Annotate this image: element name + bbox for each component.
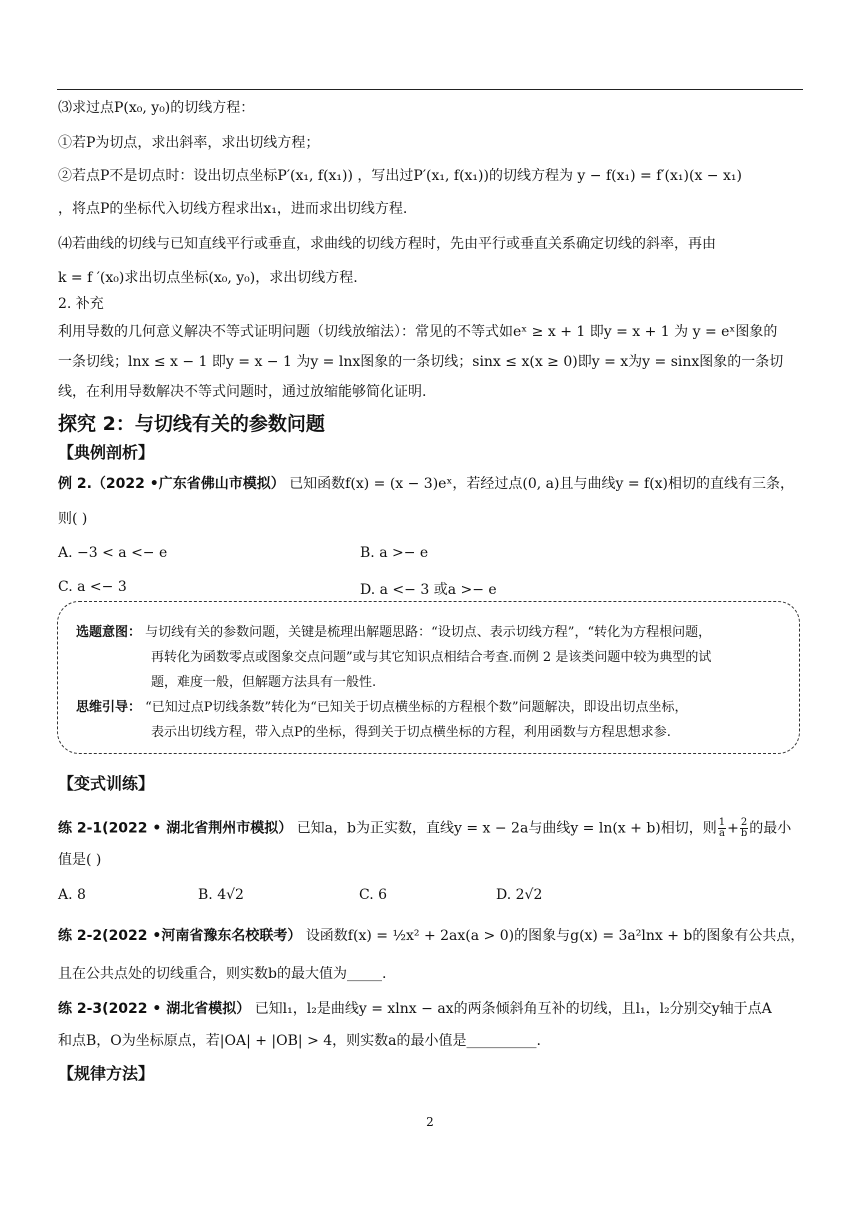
example-text-2: 则( ): [58, 511, 88, 527]
text-line: 线，在利用导数解决不等式问题时，通过放缩能够简化证明.: [58, 384, 427, 400]
exercise-label: 练 2-2(2022 •河南省豫东名校联考）: [58, 928, 302, 944]
box-line: [76, 621, 711, 640]
exercise-text-2: 值是( ): [58, 852, 102, 868]
text-line: ①若P为切点，求出斜率，求出切线方程；: [58, 135, 320, 151]
option-a: A. −3 < a <− e: [58, 545, 168, 561]
fraction-den: a: [718, 828, 725, 839]
option-d: D. 2√2: [496, 887, 543, 903]
fraction: [718, 818, 726, 839]
variant-heading: 【变式训练】: [58, 774, 155, 793]
text-line: ⑷若曲线的切线与已知直线平行或垂直，求曲线的切线方程时，先由平行或垂直关系确定切线的斜率，再由: [58, 236, 716, 252]
example-text: 已知函数f(x) = (x − 3)eˣ，若经过点(0, a)且与曲线y = f(x)相切的直线有三条，: [289, 476, 795, 492]
example-2-question: [58, 476, 794, 493]
fraction-num: 2: [740, 817, 748, 828]
option-d: D. a <− 3 或a >− e: [360, 582, 497, 598]
example-label: 例 2.（2022 •广东省佛山市模拟）: [58, 476, 285, 492]
exercise-label: 练 2-1(2022 • 湖北省荆州市模拟）: [58, 820, 293, 837]
text-line: ，将点P的坐标代入切线方程求出x₁，进而求出切线方程.: [58, 201, 408, 217]
header-rule: [57, 89, 803, 90]
text-line: 利用导数的几何意义解决不等式证明问题（切线放缩法）：常见的不等式如eˣ ≥ x + 1 即y = x + 1 为 y = eˣ图象的: [58, 324, 778, 340]
exercise-text-2: 且在公共点处的切线重合，则实数b的最大值为_____.: [58, 966, 387, 982]
exercise-text: 已知l₁，l₂是曲线y = xlnx − ax的两条倾斜角互补的切线，且l₁，l₂分别交y轴于点A: [254, 1001, 772, 1017]
example-heading: 【典例剖析】: [58, 443, 155, 462]
exercise-2-1: [58, 818, 791, 839]
box-line: [76, 696, 688, 715]
exercise-2-3: [58, 1001, 772, 1018]
exercise-text: 已知a，b为正实数，直线y = x − 2a与曲线y = ln(x + b)相切，则: [296, 820, 717, 837]
fraction-num: 1: [718, 817, 726, 828]
exercise-label: 练 2-3(2022 • 湖北省模拟）: [58, 1001, 251, 1017]
exercise-2-2: [58, 928, 804, 945]
box-label-intent: 选题意图：: [76, 625, 142, 640]
option-b: B. a >− e: [360, 545, 429, 561]
box-text: 再转化为函数零点或图象交点问题”或与其它知识点相结合考查.而例 2 是该类问题中较为典型的试: [151, 650, 712, 665]
option-c: C. a <− 3: [58, 579, 127, 595]
box-text: 题，难度一般，但解题方法具有一般性.: [151, 675, 377, 690]
fraction: [740, 818, 748, 839]
text-line: 一条切线；lnx ≤ x − 1 即y = x − 1 为y = lnx图象的一条切线；sinx ≤ x(x ≥ 0)即y = x为y = sinx图象的一条切: [58, 354, 784, 370]
fraction-den: b: [740, 828, 748, 839]
option-b: B. 4√2: [198, 887, 244, 903]
page-number: 2: [426, 1115, 434, 1129]
plus-sign: +: [727, 820, 739, 837]
section-title: 探究 2：与切线有关的参数问题: [58, 413, 325, 435]
rule-heading: 【规律方法】: [58, 1064, 155, 1083]
option-c: C. 6: [359, 887, 388, 903]
box-text: 与切线有关的参数问题，关键是梳理出解题思路：“设切点、表示切线方程”，“转化为方程根问题，: [145, 625, 712, 640]
text-line: k = f ′(x₀)求出切点坐标(x₀, y₀)，求出切线方程.: [58, 270, 358, 286]
box-label-guide: 思维引导：: [76, 700, 142, 715]
text-line: ②若点P不是切点时：设出切点坐标P′(x₁, f(x₁)) ，写出过P′(x₁, f(x₁))的切线方程为 y − f(x₁) = f′(x₁)(x − x₁): [58, 168, 742, 184]
box-text: 表示出切线方程，带入点P的坐标，得到关于切点横坐标的方程，利用函数与方程思想求参.: [151, 725, 671, 740]
text-line: ⑶求过点P(x₀, y₀)的切线方程：: [58, 100, 255, 116]
exercise-text-tail: 的最小: [749, 820, 792, 837]
exercise-text-2: 和点B，O为坐标原点，若|OA| + |OB| > 4，则实数a的最小值是__________.: [58, 1033, 541, 1049]
exercise-text: 设函数f(x) = ½x² + 2ax(a > 0)的图象与g(x) = 3a²lnx + b的图象有公共点，: [305, 928, 805, 944]
box-text: “已知过点P切线条数”转化为“已知关于切点横坐标的方程根个数”问题解决，即设出切点坐标，: [145, 700, 688, 715]
supplement-title: 2. 补充: [58, 296, 104, 312]
option-a: A. 8: [58, 887, 86, 903]
